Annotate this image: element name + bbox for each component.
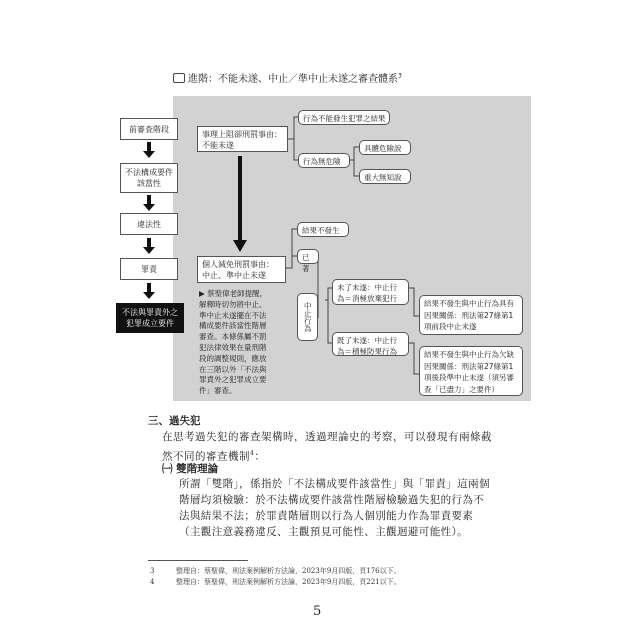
down-arrow-icon <box>143 283 155 301</box>
section-intro: 在思考過失犯的審查架構時，透過理論史的考察，可以發現有兩條截然不同的審查機制$^4$： <box>162 431 492 462</box>
branch-no-danger: 行為無危險 <box>298 153 350 168</box>
branch-complete-attempt: 既了未遂：中止行為＝積極防果行為 <box>332 332 409 356</box>
impossible-attempt-box: 事理上阻卻刑罰事由：不能未遂 <box>197 126 288 152</box>
footnote-divider <box>148 560 248 561</box>
header-text: 進階：不能未遂、中止／準中止未遂之審查體系 <box>188 74 398 85</box>
sub-heading: ㈠ 雙階理論 <box>162 463 219 475</box>
stop-action-label: 中止行為 <box>297 293 318 341</box>
footnote-number: 4 <box>150 578 155 586</box>
personal-exemption-box: 個人減免刑罰事由：中止、準中止未遂 <box>197 256 286 283</box>
result-withdrawal-box: 結果不發生與中止行為具有因果關係：刑法第27條第1項前段中止未遂 <box>419 295 523 335</box>
flow-step-tatbestand: 不法構成要件該當性 <box>120 163 178 193</box>
down-arrow-icon <box>233 156 247 252</box>
theory-concrete-danger: 具體危險說 <box>359 140 411 155</box>
header-footnote-ref: 3 <box>398 72 402 80</box>
flow-step-pre-review: 前審查階段 <box>120 118 178 140</box>
footnote-text: 整理自：蔡聖偉，刑法案例解析方法論，2023年9月四版，頁176以下。 <box>176 567 401 575</box>
down-arrow-icon <box>143 238 155 256</box>
flow-step-illegality: 違法性 <box>120 213 178 235</box>
page-number: 5 <box>313 604 322 619</box>
footnote-number: 3 <box>150 567 155 575</box>
result-quasi-withdrawal-box: 結果不發生與中止行為欠缺因果關係：刑法第27條第1項後段準中止未遂（須另審查「已盡力」之要件） <box>419 346 523 396</box>
flow-step-culpability: 罪責 <box>120 258 178 280</box>
intro-footnote-ref: 4 <box>250 449 255 457</box>
footnote-4 <box>150 577 401 587</box>
down-arrow-icon <box>143 195 155 213</box>
branch-already-begun: 已著 <box>297 249 319 264</box>
branch-no-result: 行為不能發生犯罪之結果 <box>298 110 390 125</box>
section-heading: 三、過失犯 <box>148 415 201 427</box>
flow-step-other-requirements: 不法與罪責外之犯罪成立要件 <box>116 303 184 333</box>
branch-incomplete-attempt: 未了未遂：中止行為＝消極放棄犯行 <box>332 279 409 305</box>
theory-gross-ignorance: 重大無知說 <box>359 169 411 184</box>
footnote-3 <box>150 566 401 576</box>
intro-text: 在思考過失犯的審查架構時，透過理論史的考察，可以發現有兩條截然不同的審查機制 <box>162 431 492 462</box>
section-body: 所謂「雙階」，係指於「不法構成要件該當性」與「罪責」這兩個階層均須檢驗：於不法構成要件該當性階層檢驗過失犯的行為不法與結果不法；於罪責階層則以行為人個別能力作為罪責要素（主觀注意義務違反、主觀預見可能性、主觀迴避可能性）。 <box>179 478 490 538</box>
teacher-note: ▶ 蔡聖偉老師提醒，解釋時切勿將中止、準中止未遂擺在不法構成要件該當性階層審查。本條係屬不罰犯法律效果在量刑階段的調整規則，應放在三階以外「不法與罪責外之犯罪成立要件」審查。 <box>199 289 268 396</box>
branch-result-not-occurred: 結果不發生 <box>297 222 349 237</box>
footnote-text: 整理自：蔡聖偉，刑法案例解析方法論，2023年9月四版，頁221以下。 <box>176 578 401 586</box>
down-arrow-icon <box>143 142 155 160</box>
